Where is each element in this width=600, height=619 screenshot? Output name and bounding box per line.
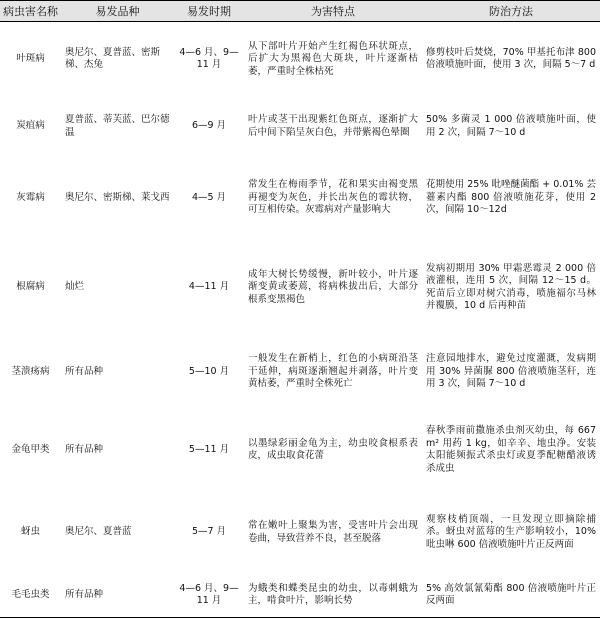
table-row — [0, 240, 600, 336]
header-period: 易发时期 — [174, 1, 244, 22]
cell-features: 常发生在梅雨季节，花和果实由褐变黑再褪变为灰色，并长出灰色的霉状物，可互相传染。灰霉病对产量影响大 — [248, 179, 418, 216]
cell-control: 春秋季雨前撒施杀虫剂灭幼虫，每 667 m² 用药 1 kg，如辛辛、地虫净。安装太阳能频振式杀虫灯或夏季配糖醋液诱杀成虫 — [426, 425, 596, 474]
cell-features: 叶片或茎干出现紫红色斑点，逐渐扩大后中间下陷呈灰白色，并带紫褐色晕圈 — [248, 114, 418, 138]
table-header-row — [0, 1, 600, 22]
cell-varieties: 所有品种 — [65, 443, 104, 455]
header-varieties: 易发品种 — [61, 1, 174, 22]
header-pest-name: 病虫害名称 — [0, 1, 61, 22]
table-row — [0, 492, 600, 574]
cell-period: 4—6 月、9—11 月 — [179, 46, 239, 71]
cell-pest-name: 金龟甲类 — [11, 443, 50, 455]
cell-varieties: 奥尼尔、夏普蓝 — [65, 526, 132, 538]
cell-period: 6—9 月 — [191, 120, 227, 132]
cell-control: 花期使用 25% 吡唑醚菌酯 + 0.01% 芸薹素内酯 800 倍液喷施花芽，使用 2 次，间隔 10～12d — [426, 179, 596, 216]
cell-period: 5—10 月 — [188, 365, 230, 377]
cell-period: 4—11 月 — [188, 281, 230, 293]
table-row — [0, 409, 600, 492]
cell-features: 一般发生在新梢上，红色的小病斑沿茎干延伸，病斑逐渐翘起并剥落，叶片变黄枯萎，严重时全株死亡 — [248, 353, 418, 390]
cell-pest-name: 叶斑病 — [16, 53, 45, 64]
cell-control: 修剪枝叶后焚烧，70% 甲基托布津 800 倍液喷施叶面，使用 3 次，间隔 5～7 d — [426, 46, 596, 71]
table-row — [0, 157, 600, 240]
table-row — [0, 574, 600, 618]
cell-control: 注意园地排水，避免过度灌溉，发病期用 30% 异菌脲 800 倍液喷施茎秆，连用 3 次，间隔 7～10 d — [426, 353, 596, 390]
cell-features: 成年大树长势缓慢，新叶较小，叶片逐渐变黄或萎蔫，将病株拔出后，大部分根系变黑褐色 — [248, 268, 418, 305]
table-row — [0, 336, 600, 409]
cell-control: 发病初期用 30% 甲霜恶霉灵 2 000 倍液灌根，连用 5 次，间隔 12～15 d。死苗后立即对树穴消毒，喷施福尔马林并覆膜，10 d 后再种苗 — [426, 262, 596, 311]
header-features: 为害特点 — [244, 1, 422, 22]
cell-features: 为蛾类和蝶类昆虫的幼虫，以毒刺蛾为主，啃食叶片，影响长势 — [248, 582, 418, 607]
cell-features: 从下部叶片开始产生红褐色环状斑点，后扩大为黑褐色大斑块，叶片逐渐枯萎，严重时全株枯死 — [248, 40, 418, 77]
header-control: 防治方法 — [422, 1, 600, 22]
table-row — [0, 22, 600, 97]
cell-pest-name: 蚜虫 — [20, 526, 40, 538]
cell-period: 5—11 月 — [188, 443, 230, 455]
cell-varieties: 所有品种 — [65, 589, 104, 600]
cell-features: 以墨绿彩丽金龟为主，幼虫咬食根系表皮，成虫取食花蕾 — [248, 437, 418, 461]
cell-control: 观察枝梢顶端，一旦发现立即摘除捕杀。蚜虫对蓝莓的生产影响较小，10% 吡虫啉 600 倍液喷施叶片正反两面 — [426, 513, 596, 550]
cell-varieties: 灿烂 — [65, 281, 85, 293]
cell-period: 4—6 月、9—11 月 — [179, 582, 239, 607]
cell-pest-name: 茎溃疡病 — [11, 365, 50, 377]
cell-varieties: 奥尼尔、夏普蓝、密斯梯、杰兔 — [65, 46, 161, 71]
cell-period: 5—7 月 — [191, 526, 227, 538]
cell-control: 5% 高效氯氰菊酯 800 倍液喷施叶片正反两面 — [426, 582, 596, 607]
cell-period: 4—5 月 — [191, 191, 227, 203]
cell-varieties: 夏普蓝、蒂芙蓝、巴尔德温 — [65, 114, 170, 138]
cell-control: 50% 多菌灵 1 000 倍液喷施叶面，使用 2 次，间隔 7～10 d — [426, 114, 596, 138]
cell-varieties: 奥尼尔、密斯梯、莱戈西 — [65, 191, 170, 203]
cell-pest-name: 毛毛虫类 — [11, 589, 50, 600]
table-row — [0, 97, 600, 157]
cell-features: 常在嫩叶上聚集为害，受害叶片会出现卷曲，导致营养不良，甚至脱落 — [248, 520, 418, 544]
cell-varieties: 所有品种 — [65, 365, 104, 377]
cell-pest-name: 灰霉病 — [16, 191, 45, 203]
cell-pest-name: 炭疽病 — [16, 120, 45, 132]
cell-pest-name: 根腐病 — [16, 281, 45, 293]
